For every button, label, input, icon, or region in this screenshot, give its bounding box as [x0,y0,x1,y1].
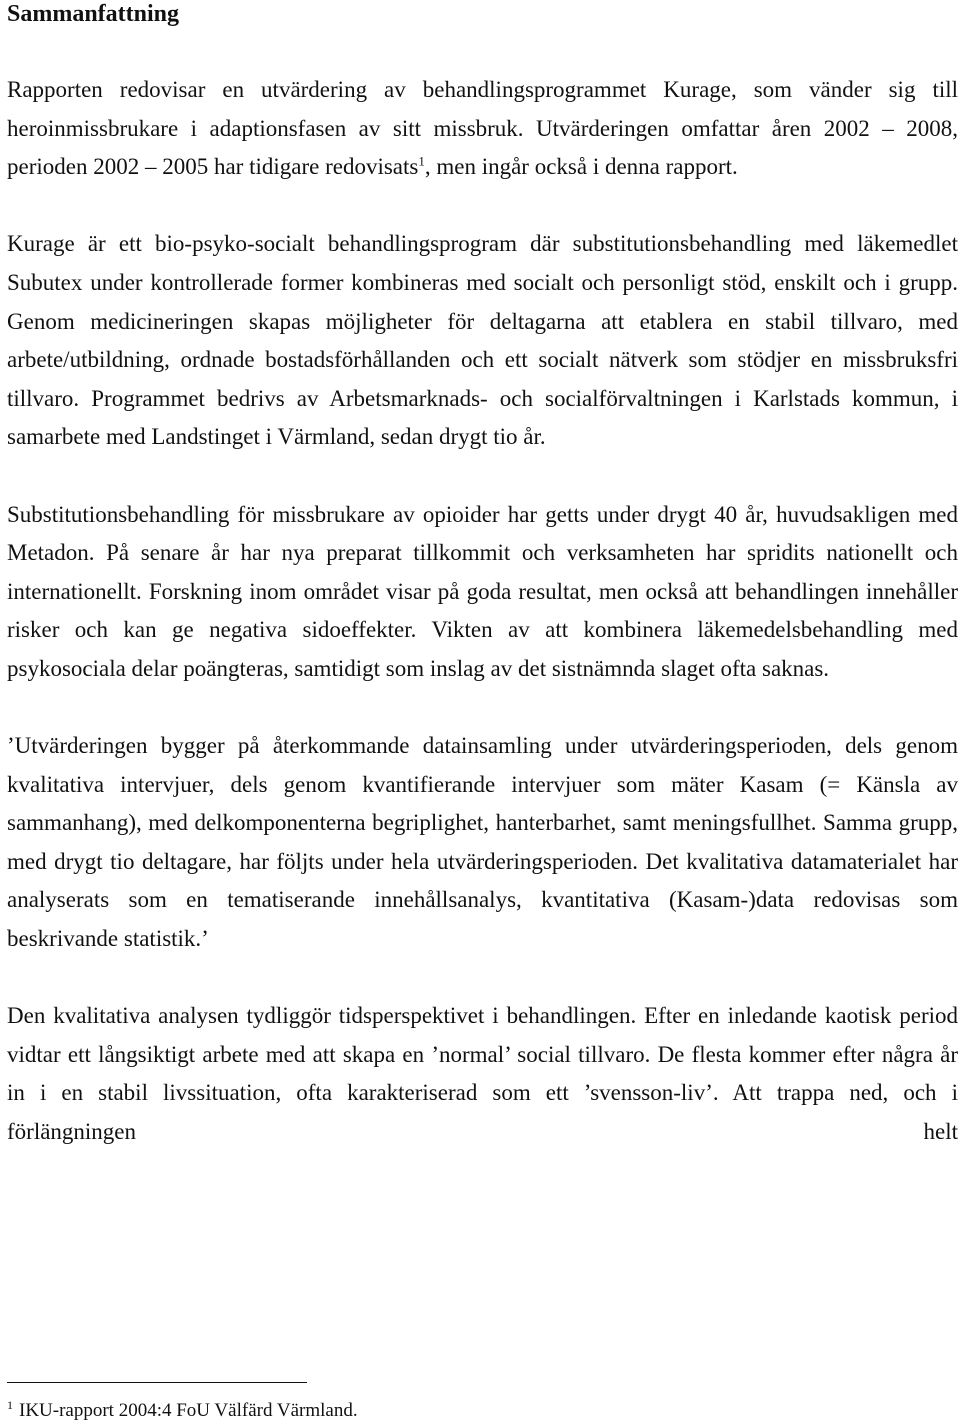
paragraph-2: Kurage är ett bio-psyko-socialt behandlingsprogram där substitutionsbehandling med läkemedlet Subutex under kontrollerade former kombineras med socialt och personligt stöd, enskilt och i grupp. Genom medicineringen skapas möjligheter för deltagarna att etablera en stabil tillvaro, med arbete/utbildning, ordnade bostadsförhållanden och ett socialt nätverk som stödjer en missbruksfri tillvaro. Programmet bedrivs av Arbetsmarknads- och socialförvaltningen i Karlstads kommun, i samarbete med Landstinget i Värmland, sedan drygt tio år. [7,231,958,450]
footnote-text: IKU-rapport 2004:4 FoU Välfärd Värmland. [19,1400,358,1421]
paragraph-spacer [7,959,958,998]
paragraph-3: Substitutionsbehandling för missbrukare av opioider har getts under drygt 40 år, huvudsakligen med Metadon. På senare år har nya preparat tillkommit och verksamheten har spridits nationellt och internationellt. Forskning inom området visar på goda resultat, men också att behandlingen innehåller risker och kan ge negativa sidoeffekter. Vikten av att kombinera läkemedelsbehandling med psykosociala delar poängteras, samtidigt som inslag av det sistnämnda slaget ofta saknas. [7,501,958,681]
page-title: Sammanfattning [7,1,180,27]
footnote [7,1397,358,1422]
paragraph-spacer [7,457,958,496]
footnote-reference: 1 [418,153,425,169]
footnote-marker: 1 [7,1397,13,1412]
paragraph-1-text-continued: , men ingår också i denna rapport. [424,154,738,180]
document-page [7,0,958,1152]
paragraph-4: ’Utvärderingen bygger på återkommande datainsamling under utvärderingsperioden, dels genom kvalitativa intervjuer, dels genom kvantifierande intervjuer som mäter Kasam (= Känsla av sammanhang), med delkomponenterna begriplighet, hanterbarhet, samt meningsfullhet. Samma grupp, med drygt tio deltagare, har följts under hela utvärderingsperioden. Det kvalitativa datamaterialet har analyserats som en tematiserande innehållsanalys, kvantitativa (Kasam-)data redovisas som beskrivande statistik.’ [7,733,958,952]
paragraph-1 [7,71,958,187]
footnote-divider [7,1382,307,1383]
paragraph-5: Den kvalitativa analysen tydliggör tidsperspektivet i behandlingen. Efter en inledande kaotisk period vidtar ett långsiktigt arbete med att skapa en ’normal’ social tillvaro. De flesta kommer efter några år in i en stabil livssituation, ofta karakteriserad som ett ’svensson-liv’. Att trappa ned, och i förlängningen helt [7,1003,958,1145]
paragraph-spacer [7,689,958,728]
paragraph-1-text: Rapporten redovisar en utvärdering av behandlingsprogrammet Kurage, som vänder sig till heroinmissbrukare i adaptionsfasen av sitt missbruk. Utvärderingen omfattar åren 2002 – 2008, perioden 2002 – 2005 har tidigare redovisats [7,77,958,180]
paragraph-spacer [7,187,958,226]
